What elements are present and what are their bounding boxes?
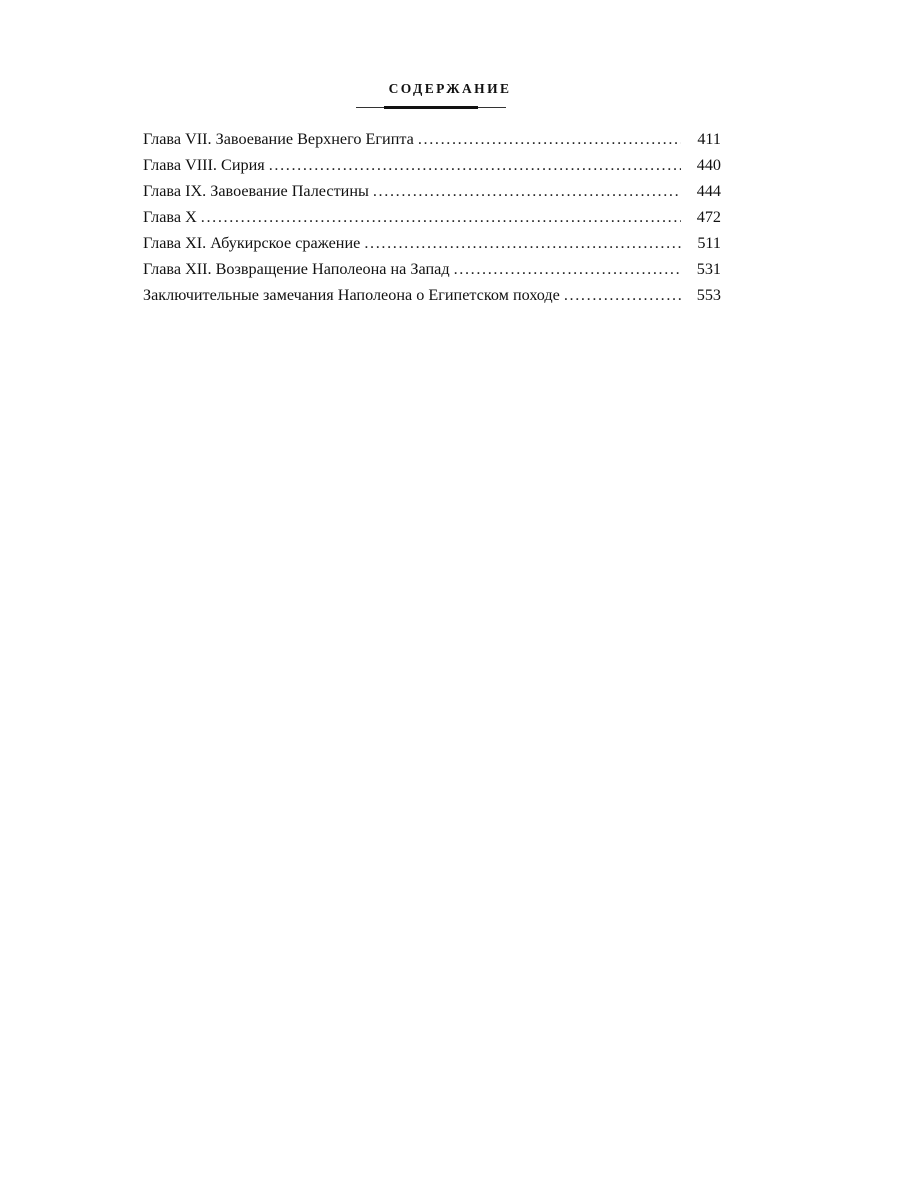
toc-entry-title: Глава X [143, 208, 197, 226]
toc-entry[interactable] [143, 282, 721, 308]
toc-entry[interactable] [143, 256, 721, 282]
toc-entry[interactable] [143, 152, 721, 178]
dot-leader [201, 204, 681, 230]
toc-entry-page: 440 [696, 156, 721, 174]
dot-leader [373, 178, 681, 204]
title-ornament-rule [356, 106, 506, 109]
toc-entry-title: Заключительные замечания Наполеона о Египетском походе [143, 286, 560, 304]
page-title: СОДЕРЖАНИЕ [388, 81, 512, 96]
toc-entry-title: Глава VII. Завоевание Верхнего Египта [143, 130, 414, 148]
dot-leader [418, 126, 681, 152]
dot-leader [364, 230, 681, 256]
toc-entry-page: 411 [697, 130, 721, 148]
toc-header [0, 80, 900, 98]
toc-entry-title: Глава IX. Завоевание Палестины [143, 182, 369, 200]
toc-entry[interactable] [143, 230, 721, 256]
toc-entry[interactable] [143, 126, 721, 152]
toc-entry-page: 472 [696, 208, 721, 226]
dot-leader [454, 256, 681, 282]
toc-entry-title: Глава VIII. Сирия [143, 156, 265, 174]
toc-entry-title: Глава XII. Возвращение Наполеона на Запад [143, 260, 450, 278]
toc-entry[interactable] [143, 204, 721, 230]
toc-entry-title: Глава XI. Абукирское сражение [143, 234, 361, 252]
toc-entry-page: 444 [696, 182, 721, 200]
dot-leader [269, 152, 681, 178]
toc-entry-page: 511 [697, 234, 721, 252]
table-of-contents [143, 126, 721, 308]
toc-entry[interactable] [143, 178, 721, 204]
toc-entry-page: 553 [696, 286, 721, 304]
toc-entry-page: 531 [696, 260, 721, 278]
dot-leader [564, 282, 681, 308]
